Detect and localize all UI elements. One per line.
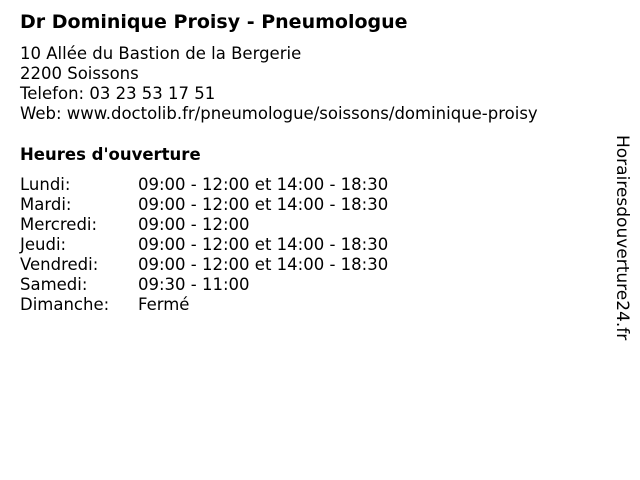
hours-value: 09:00 - 12:00 et 14:00 - 18:30 [138,235,389,254]
page-title: Dr Dominique Proisy - Pneumologue [20,11,408,33]
address-block [20,44,538,124]
hours-row-wednesday [20,215,388,235]
hours-value: Fermé [138,295,190,314]
day-label: Mercredi: [20,215,98,234]
day-label: Dimanche: [20,295,110,314]
hours-value: 09:00 - 12:00 et 14:00 - 18:30 [138,255,389,274]
hours-row-friday [20,255,388,275]
hours-row-tuesday [20,195,388,215]
website-url: Web: www.doctolib.fr/pneumologue/soissons/dominique-proisy [20,104,538,123]
brand-watermark: Horairesdouverture24.fr [612,135,632,341]
day-label: Samedi: [20,275,88,294]
opening-hours-heading: Heures d'ouverture [20,145,201,164]
hours-value: 09:00 - 12:00 et 14:00 - 18:30 [138,175,389,194]
opening-hours-list [20,175,388,315]
day-label: Mardi: [20,195,72,214]
hours-row-monday [20,175,388,195]
day-label: Lundi: [20,175,71,194]
day-label: Vendredi: [20,255,99,274]
hours-row-sunday [20,295,388,315]
street-address: 10 Allée du Bastion de la Bergerie [20,44,302,63]
phone-number: Telefon: 03 23 53 17 51 [20,84,216,103]
hours-row-saturday [20,275,388,295]
hours-value: 09:30 - 11:00 [138,275,250,294]
hours-row-thursday [20,235,388,255]
day-label: Jeudi: [20,235,67,254]
city: 2200 Soissons [20,64,139,83]
hours-value: 09:00 - 12:00 [138,215,250,234]
hours-value: 09:00 - 12:00 et 14:00 - 18:30 [138,195,389,214]
